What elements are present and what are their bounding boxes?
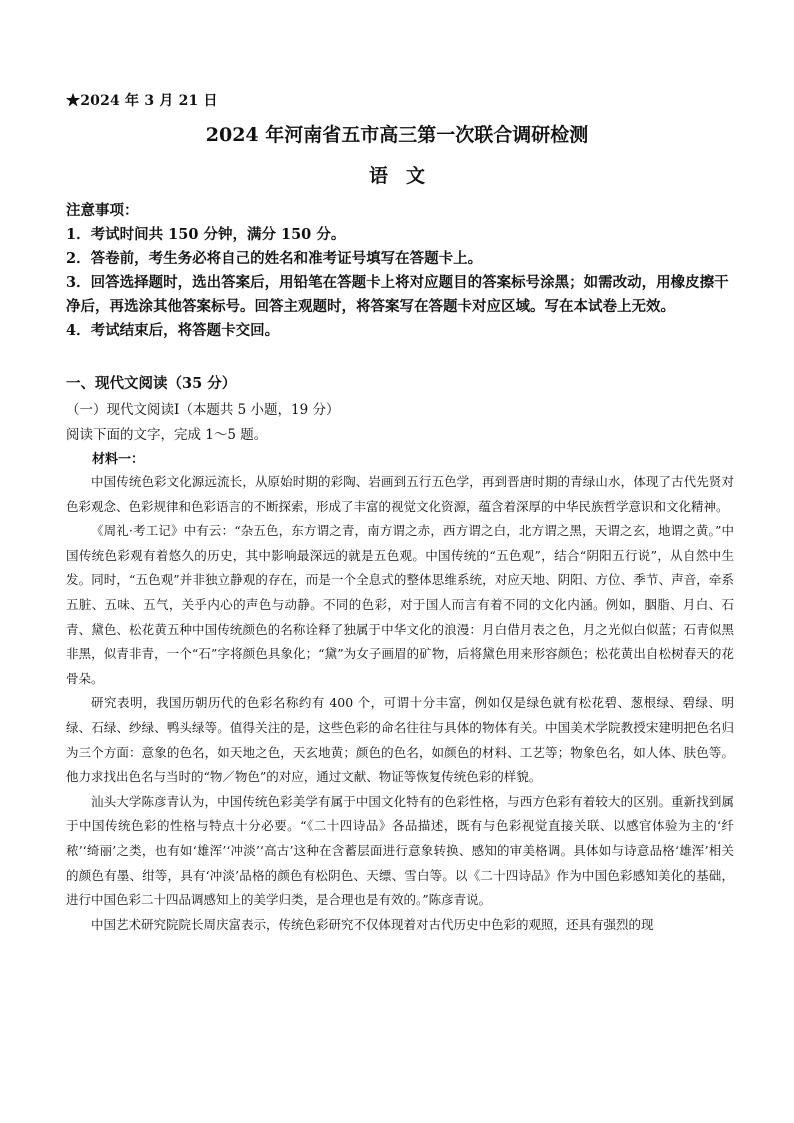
passage-paragraph: 中国艺术研究院院长周庆富表示，传统色彩研究不仅体现着对古代历史中色彩的观照，还具有强烈的现 <box>91 916 654 932</box>
note-item: 1．考试时间共 150 分钟，满分 150 分。 <box>66 226 346 243</box>
notes-section <box>66 199 734 343</box>
passage-paragraph: 中国传统色彩文化源远流长，从原始时期的彩陶、岩画到五行五色学，再到晋唐时期的青绿山水，体现了古代先贤对色彩观念、色彩规律和色彩语言的不断探索，形成了丰富的视觉文化资源，蕴含着深厚的中华民族哲学意识和文化精神。 <box>66 474 734 514</box>
exam-date: ★2024 年 3 月 21 日 <box>66 93 218 109</box>
subject-title: 语文 <box>368 165 443 187</box>
reading-instruction: 阅读下面的文字，完成 1～5 题。 <box>66 427 268 443</box>
passage-paragraph: 汕头大学陈彦青认为，中国传统色彩美学有属于中国文化特有的色彩性格，与西方色彩有着较大的区别。重新找到属于中国传统色彩的性格与特点十分必要。“《二十四诗品》各品描述，既有与色彩视觉直接关联、以感官体验为主的‘纤秾’‘绮丽’之类，也有如‘雄浑’‘冲淡’‘高古’这种在含蓄层面进行意象转换、感知的审美格调。具体如与诗意品格‘雄浑’相关的颜色有墨、绀等，具有‘冲淡’品格的颜色有松阴色、天缥、雪白等。以《二十四诗品》作为中国色彩感知美化的基础，进行中国色彩二十四品调感知上的美学归类，是合理也是有效的。”陈彦青说。 <box>66 793 734 908</box>
passage-paragraph: 《周礼·考工记》中有云：“杂五色，东方谓之青，南方谓之赤，西方谓之白，北方谓之黑，天谓之玄，地谓之黄。”中国传统色彩观有着悠久的历史，其中影响最深远的就是五色观。中国传统的“五色观”，结合“阴阳五行说”，从自然中生发。同时，“五色观”并非独立静观的存在，而是一个全息式的整体思维系统，对应天地、阴阳、方位、季节、声音，牵系五脏、五味、五气，关乎内心的声色与动静。不同的色彩，对于国人而言有着不同的文化内涵。例如，胭脂、月白、石青、黛色、松花黄五种中国传统颜色的名称诠释了独属于中华文化的浪漫：月白借月表之色，月之光似白似蓝；石青似黑非黑，似青非青，一个“石”字将颜色具象化；“黛”为女子画眉的矿物，后将黛色用来形容颜色；松花黄出自松树春天的花骨朵。 <box>66 523 734 686</box>
notes-heading: 注意事项： <box>66 202 139 219</box>
section-heading: 一、现代文阅读（35 分） <box>66 375 237 392</box>
note-item: 4．考试结束后，将答题卡交回。 <box>66 322 280 339</box>
material-label: 材料一： <box>92 452 145 467</box>
passage-paragraph: 研究表明，我国历朝历代的色彩名称约有 400 个，可谓十分丰富，例如仅是绿色就有松花碧、葱根绿、碧绿、明绿、石绿、纱绿、鸭头绿等。值得关注的是，这些色彩的命名往往与具体的物体有关。中国美术学院教授宋建明把色名归为三个方面：意象的色名，如天地之色，天玄地黄；颜色的色名，如颜色的材料、工艺等；物象色名，如人体、肤色等。他力求找出色名与当时的“物／物色”的对应，通过文献、物证等恢复传统色彩的样貌。 <box>66 695 734 785</box>
exam-title: 2024 年河南省五市高三第一次联合调研检测 <box>205 124 589 146</box>
subsection-heading: （一）现代文阅读Ⅰ（本题共 5 小题，19 分） <box>66 402 340 418</box>
note-item: 3．回答选择题时，选出答案后，用铅笔在答题卡上将对应题目的答案标号涂黑；如需改动，用橡皮擦干净后，再选涂其他答案标号。回答主观题时，将答案写在答题卡对应区域。写在本试卷上无效。 <box>66 274 729 315</box>
reading-passage <box>66 470 734 937</box>
note-item: 2．答卷前，考生务必将自己的姓名和准考证号填写在答题卡上。 <box>66 250 483 267</box>
